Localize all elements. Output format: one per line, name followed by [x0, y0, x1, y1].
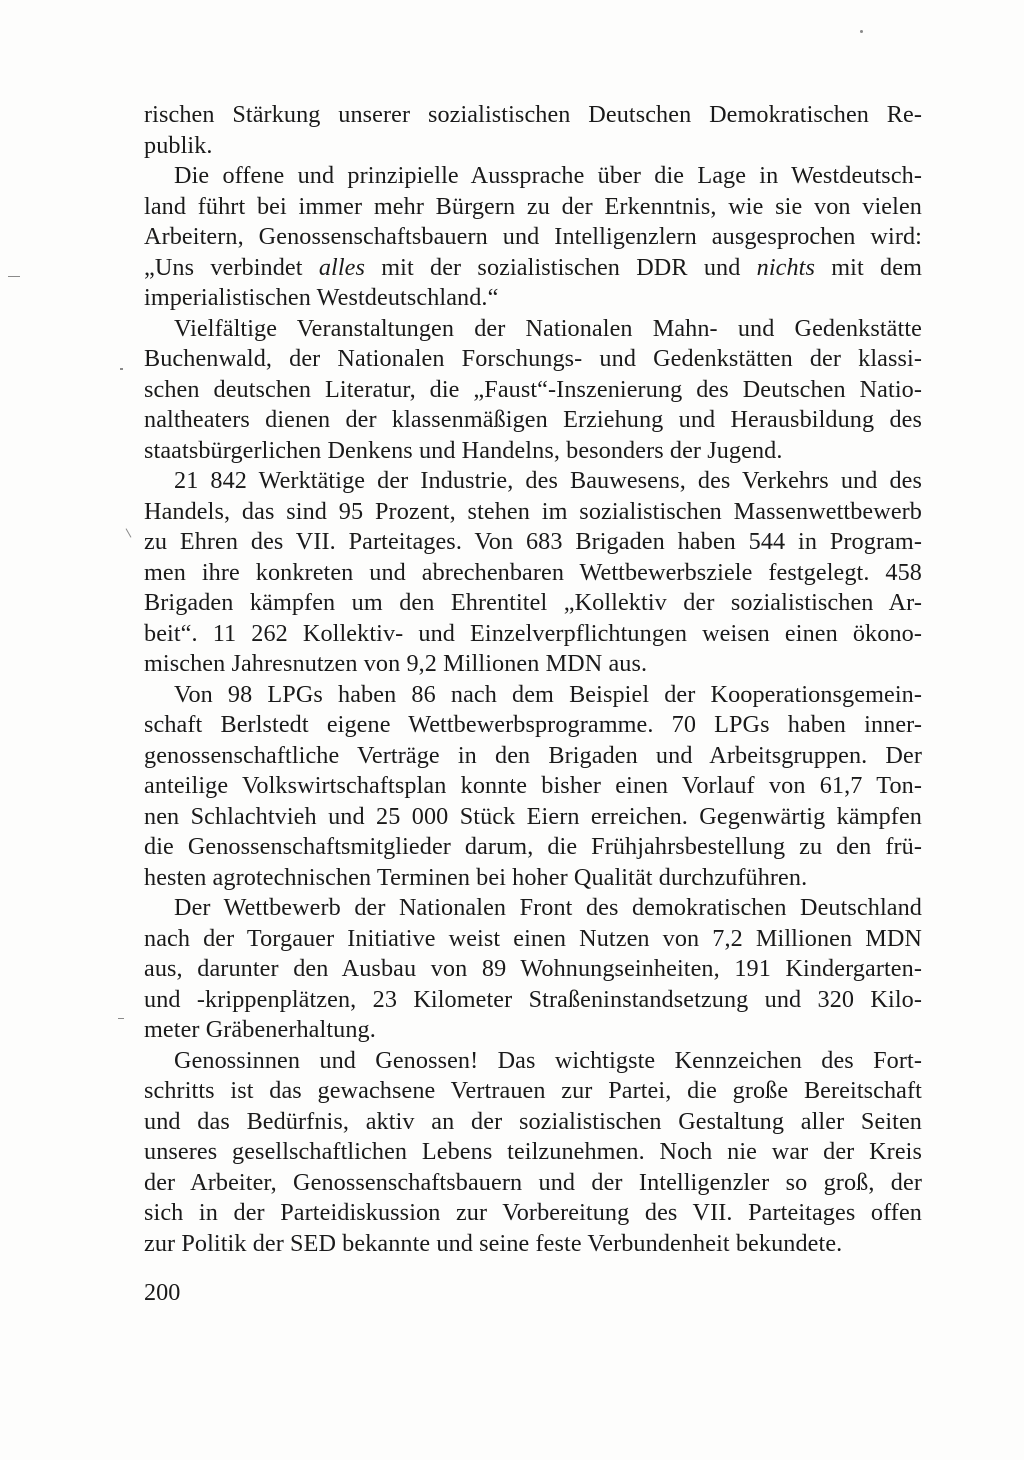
text-line: schaft Berlstedt eigene Wettbewerbsprogramme. 70 LPGs haben inner-	[144, 711, 922, 738]
text-line: sich in der Parteidiskussion zur Vorbereitung des VII. Parteitages offen	[144, 1199, 922, 1226]
body-text	[144, 100, 922, 1259]
text-line: „Uns verbindet alles mit der sozialistischen DDR und nichts mit dem	[144, 253, 922, 281]
text-line: und -krippenplätzen, 23 Kilometer Straßeninstandsetzung und 320 Kilo-	[144, 985, 922, 1013]
text-line: unseres gesellschaftlichen Lebens teilzunehmen. Noch nie war der Kreis	[144, 1138, 922, 1165]
paragraph	[144, 161, 922, 314]
text-line: Arbeitern, Genossenschaftsbauern und Intelligenzlern ausgesprochen wird:	[144, 223, 922, 250]
text-line: Buchenwald, der Nationalen Forschungs- und Gedenkstätten der klassi-	[144, 345, 922, 372]
paragraph	[144, 314, 922, 467]
text-line: Von 98 LPGs haben 86 nach dem Beispiel der Kooperationsgemein-	[174, 680, 922, 708]
paragraph	[144, 1046, 922, 1260]
text-line: schen deutschen Literatur, die „Faust“-Inszenierung des Deutschen Natio-	[144, 375, 922, 403]
text-line: land führt bei immer mehr Bürgern zu der Erkenntnis, wie sie von vielen	[144, 192, 922, 220]
text-line: rischen Stärkung unserer sozialistischen Deutschen Demokratischen Re-	[144, 101, 922, 128]
text-line: hesten agrotechnischen Terminen bei hoher Qualität durchzuführen.	[144, 863, 808, 891]
text-line: mischen Jahresnutzen von 9,2 Millionen MDN aus.	[144, 650, 648, 677]
text-line: zu Ehren des VII. Parteitages. Von 683 Brigaden haben 544 in Program-	[144, 528, 922, 555]
margin-mark	[118, 1018, 124, 1019]
paragraph	[144, 466, 922, 680]
paragraph	[144, 100, 922, 161]
text-line: imperialistischen Westdeutschland.“	[144, 284, 499, 311]
margin-mark	[8, 276, 20, 277]
text-line: Der Wettbewerb der Nationalen Front des demokratischen Deutschland	[174, 894, 922, 921]
text-line: zur Politik der SED bekannte und seine feste Verbundenheit bekundete.	[144, 1229, 843, 1257]
text-line: nach der Torgauer Initiative weist einen Nutzen von 7,2 Millionen MDN	[144, 924, 922, 952]
page-number: 200	[144, 1279, 181, 1306]
text-line: Brigaden kämpfen um den Ehrentitel „Kollektiv der sozialistischen Ar-	[144, 589, 922, 616]
text-line: genossenschaftliche Verträge in den Brigaden und Arbeitsgruppen. Der	[144, 741, 922, 769]
text-line: Vielfältige Veranstaltungen der Nationalen Mahn- und Gedenkstätte	[174, 314, 922, 342]
text-line: nen Schlachtvieh und 25 000 Stück Eiern erreichen. Gegenwärtig kämpfen	[144, 802, 922, 830]
text-line: aus, darunter den Ausbau von 89 Wohnungseinheiten, 191 Kindergarten-	[144, 955, 922, 982]
text-line: publik.	[144, 131, 213, 159]
text-line: Die offene und prinzipielle Aussprache über die Lage in Westdeutsch-	[174, 162, 922, 189]
paragraph	[144, 680, 922, 894]
paragraph	[144, 893, 922, 1046]
text-line: naltheaters dienen der klassenmäßigen Erziehung und Herausbildung des	[144, 406, 922, 433]
text-line: schritts ist das gewachsene Vertrauen zur Partei, die große Bereitschaft	[144, 1077, 922, 1104]
text-line: men ihre konkreten und abrechenbaren Wettbewerbsziele festgelegt. 458	[144, 558, 922, 586]
text-line: Genossinnen und Genossen! Das wichtigste Kennzeichen des Fort-	[174, 1046, 922, 1074]
text-line: Handels, das sind 95 Prozent, stehen im sozialistischen Massenwettbewerb	[144, 497, 922, 525]
text-line: anteilige Volkswirtschaftsplan konnte bisher einen Vorlauf von 61,7 Ton-	[144, 772, 922, 799]
text-line: meter Gräbenerhaltung.	[144, 1016, 376, 1043]
margin-mark	[126, 528, 132, 537]
text-line: die Genossenschaftsmitglieder darum, die Frühjahrsbestellung zu den frü-	[144, 833, 922, 860]
margin-mark	[860, 30, 863, 33]
text-line: staatsbürgerlichen Denkens und Handelns, besonders der Jugend.	[144, 436, 783, 464]
text-line: 21 842 Werktätige der Industrie, des Bauwesens, des Verkehrs und des	[174, 467, 922, 494]
text-line: beit“. 11 262 Kollektiv- und Einzelverpflichtungen weisen einen ökono-	[144, 619, 922, 647]
text-line: der Arbeiter, Genossenschaftsbauern und der Intelligenzler so groß, der	[144, 1168, 922, 1196]
text-line: und das Bedürfnis, aktiv an der sozialistischen Gestaltung aller Seiten	[144, 1107, 922, 1135]
margin-mark	[120, 368, 123, 370]
